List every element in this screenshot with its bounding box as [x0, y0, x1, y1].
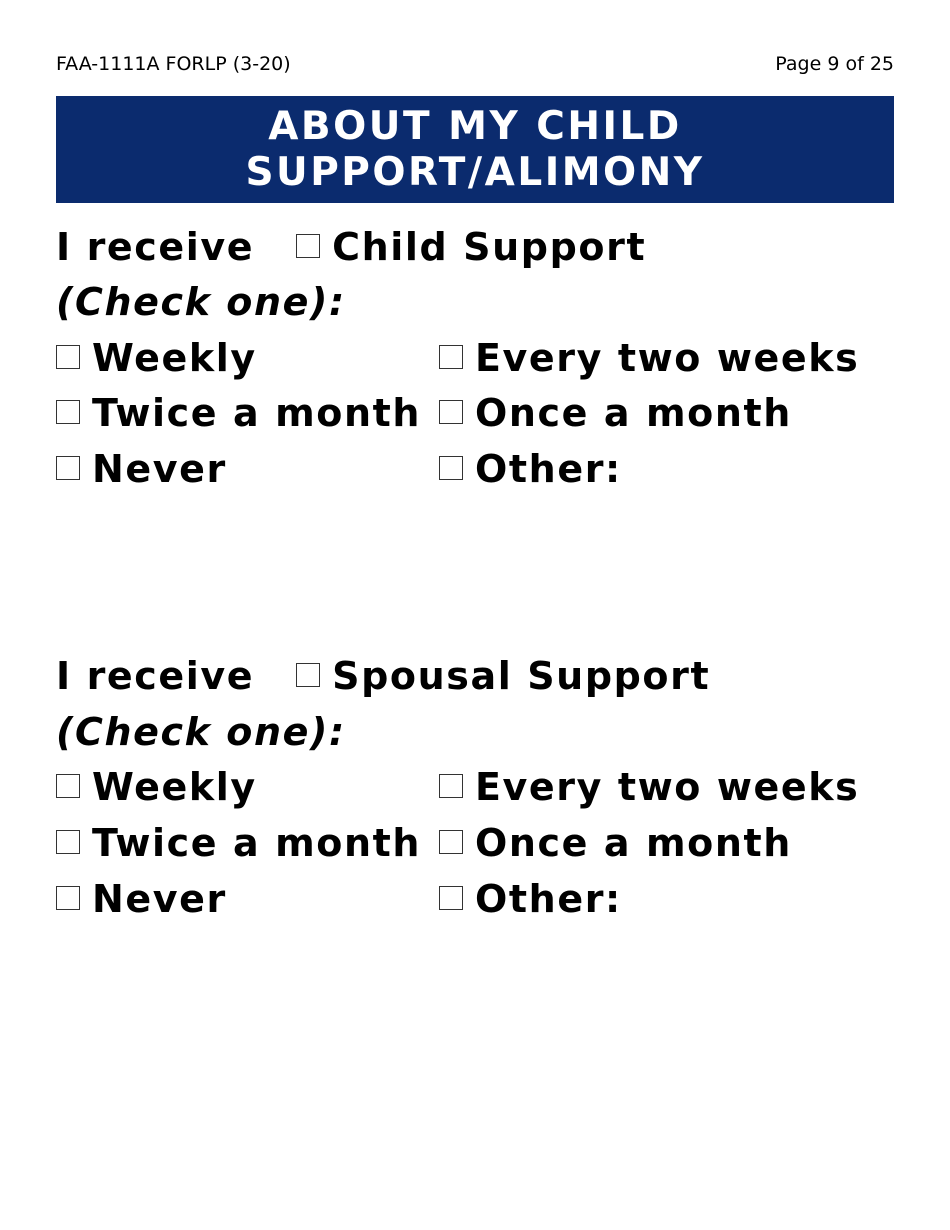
spousal-twice-a-month-label: Twice a month: [92, 821, 422, 865]
child-every-two-weeks-label: Every two weeks: [475, 336, 860, 380]
child-option-twice-a-month[interactable]: [56, 388, 421, 438]
spousal-weekly-label: Weekly: [92, 765, 257, 809]
banner-line-1: ABOUT MY CHILD: [268, 104, 682, 149]
child-other-checkbox[interactable]: [439, 456, 463, 480]
child-support-intro: I receive: [56, 225, 255, 269]
spousal-support-intro: I receive: [56, 654, 255, 698]
section-banner: [56, 96, 894, 203]
child-never-label: Never: [92, 447, 227, 491]
child-option-once-a-month[interactable]: [439, 388, 792, 438]
spousal-option-every-two-weeks[interactable]: [439, 762, 859, 812]
child-support-checkbox[interactable]: [296, 234, 320, 258]
spousal-support-check-one-label: (Check one):: [56, 710, 346, 754]
spousal-option-other[interactable]: [439, 874, 622, 924]
spousal-option-once-a-month[interactable]: [439, 818, 792, 868]
child-option-other[interactable]: [439, 444, 622, 494]
child-support-type-row: [56, 222, 646, 272]
banner-line-2: SUPPORT/ALIMONY: [245, 150, 705, 195]
child-once-a-month-label: Once a month: [475, 391, 792, 435]
child-support-type-label: Child Support: [332, 225, 647, 269]
child-once-a-month-checkbox[interactable]: [439, 400, 463, 424]
spousal-support-checkbox[interactable]: [296, 663, 320, 687]
child-support-check-one-label: (Check one):: [56, 280, 346, 324]
spousal-option-never[interactable]: [56, 874, 227, 924]
spousal-other-label: Other:: [475, 877, 622, 921]
child-option-every-two-weeks[interactable]: [439, 333, 859, 383]
spousal-option-twice-a-month[interactable]: [56, 818, 421, 868]
spousal-once-a-month-checkbox[interactable]: [439, 830, 463, 854]
page-number: Page 9 of 25: [775, 53, 894, 75]
spousal-support-type-row: [56, 651, 710, 701]
spousal-weekly-checkbox[interactable]: [56, 774, 80, 798]
child-never-checkbox[interactable]: [56, 456, 80, 480]
spousal-option-weekly[interactable]: [56, 762, 257, 812]
spousal-every-two-weeks-label: Every two weeks: [475, 765, 860, 809]
child-every-two-weeks-checkbox[interactable]: [439, 345, 463, 369]
spousal-support-type-label: Spousal Support: [332, 654, 711, 698]
spousal-never-label: Never: [92, 877, 227, 921]
child-twice-a-month-checkbox[interactable]: [56, 400, 80, 424]
spousal-twice-a-month-checkbox[interactable]: [56, 830, 80, 854]
spousal-other-checkbox[interactable]: [439, 886, 463, 910]
child-option-weekly[interactable]: [56, 333, 257, 383]
child-other-label: Other:: [475, 447, 622, 491]
spousal-once-a-month-label: Once a month: [475, 821, 792, 865]
spousal-every-two-weeks-checkbox[interactable]: [439, 774, 463, 798]
child-weekly-label: Weekly: [92, 336, 257, 380]
child-weekly-checkbox[interactable]: [56, 345, 80, 369]
form-code: FAA-1111A FORLP (3-20): [56, 53, 291, 75]
child-twice-a-month-label: Twice a month: [92, 391, 422, 435]
child-option-never[interactable]: [56, 444, 227, 494]
spousal-never-checkbox[interactable]: [56, 886, 80, 910]
